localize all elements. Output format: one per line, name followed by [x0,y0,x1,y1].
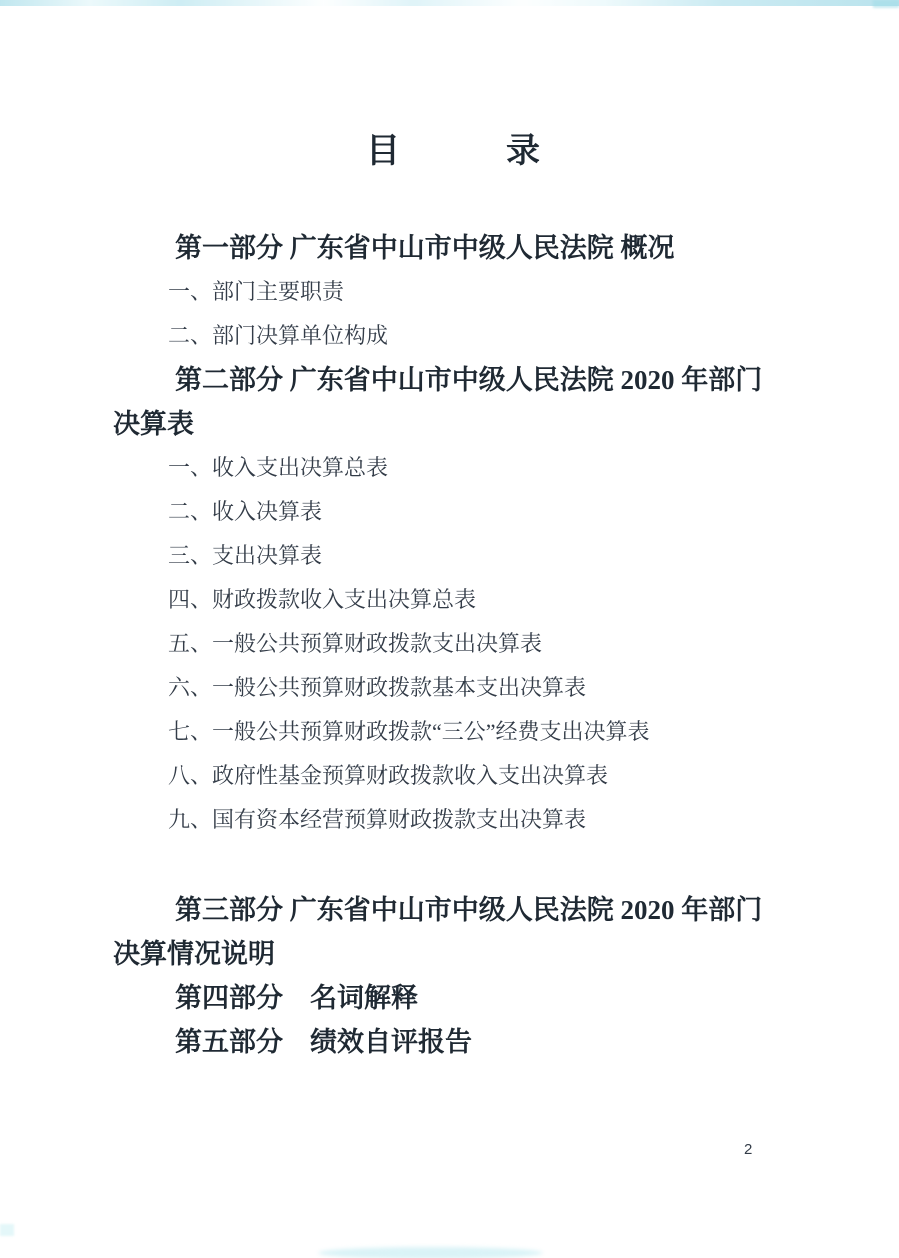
toc-part2-heading-line1: 第二部分 广东省中山市中级人民法院 2020 年部门 [175,365,763,395]
toc-part2-item-4: 四、财政拨款收入支出决算总表 [168,587,477,612]
toc-part1-heading: 第一部分 广东省中山市中级人民法院 概况 [175,233,675,263]
scan-artifact-bottom-smudge [318,1247,543,1258]
toc-part1-item-2: 二、部门决算单位构成 [168,323,389,348]
scan-artifact-top-edge [0,0,899,6]
scan-artifact-bottom-left [0,1224,14,1236]
toc-part2-item-1: 一、收入支出决算总表 [168,455,389,480]
page-title: 目 录 [366,133,541,170]
toc-part1-item-1: 一、部门主要职责 [168,279,345,304]
toc-part4-heading: 第四部分 名词解释 [175,983,418,1013]
toc-part3-heading-line2: 决算情况说明 [113,939,275,969]
page-number: 2 [744,1141,753,1158]
toc-part2-item-2: 二、收入决算表 [168,499,323,524]
scan-artifact-top-right [873,0,899,8]
toc-part3-heading-line1: 第三部分 广东省中山市中级人民法院 2020 年部门 [175,895,763,925]
toc-part2-item-7: 七、一般公共预算财政拨款“三公”经费支出决算表 [168,719,650,744]
toc-part2-heading-line2: 决算表 [113,409,194,439]
toc-part5-heading: 第五部分 绩效自评报告 [175,1027,472,1057]
toc-part2-item-5: 五、一般公共预算财政拨款支出决算表 [168,631,543,656]
table-of-contents [113,226,839,1064]
toc-part2-item-8: 八、政府性基金预算财政拨款收入支出决算表 [168,763,609,788]
toc-part2-item-9: 九、国有资本经营预算财政拨款支出决算表 [168,807,587,832]
toc-part2-item-6: 六、一般公共预算财政拨款基本支出决算表 [168,675,587,700]
toc-part2-item-3: 三、支出决算表 [168,543,323,568]
